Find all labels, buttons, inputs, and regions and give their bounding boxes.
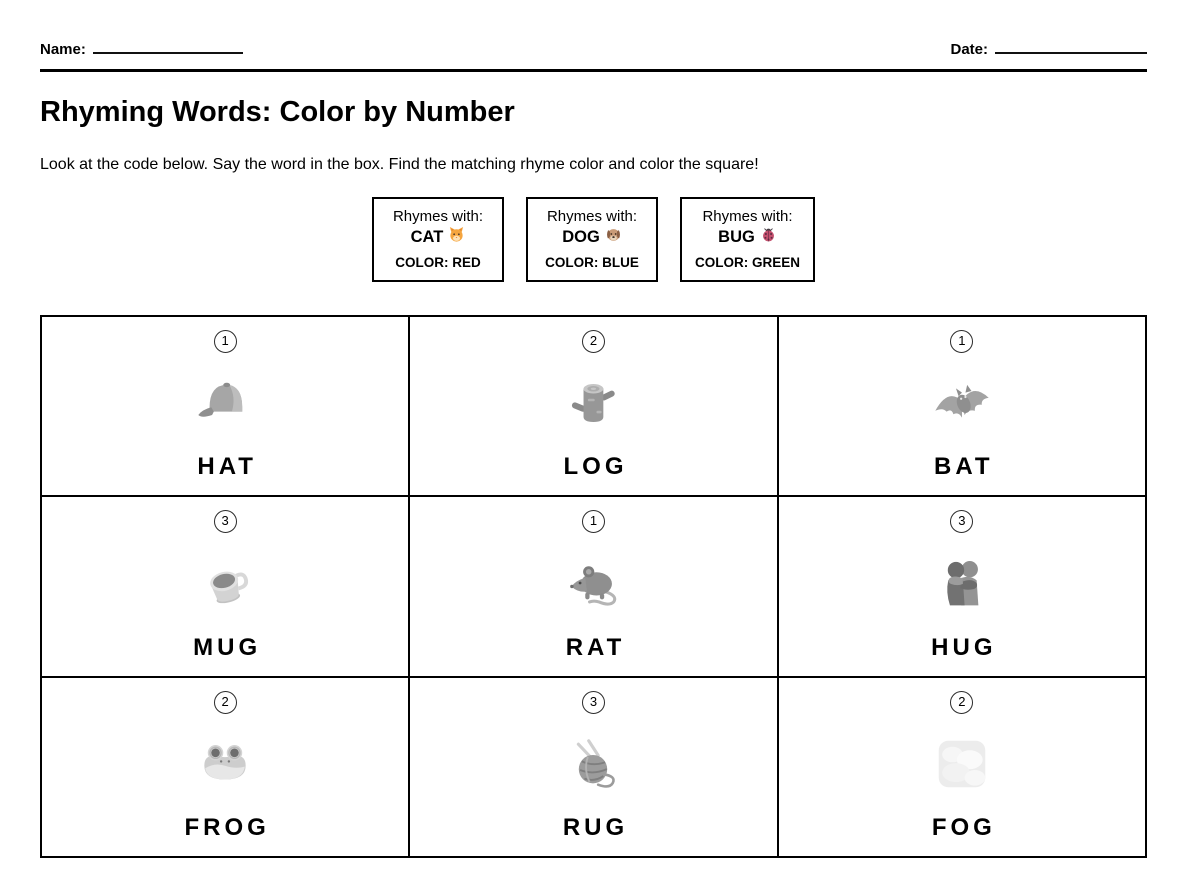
color-label: COLOR: BLUE: [545, 255, 639, 270]
color-label: COLOR: GREEN: [694, 255, 800, 270]
wood-log-icon: [562, 370, 624, 436]
number-badge: 2: [950, 691, 973, 714]
color-code-row: [40, 197, 1147, 282]
people-hugging-icon: [931, 550, 993, 616]
instructions-text: Look at the code below. Say the word in the box. Find the matching rhyme color and color the square!: [40, 156, 759, 173]
code-word-row: [387, 226, 489, 248]
code-box-bug: [680, 197, 815, 282]
number-badge: 2: [582, 330, 605, 353]
page-title: Rhyming Words: Color by Number: [40, 96, 515, 128]
number-badge: 1: [582, 510, 605, 533]
number-badge: 1: [950, 330, 973, 353]
grid-cell-bat: [779, 317, 1145, 495]
billed-cap-icon: [194, 370, 256, 436]
code-box-dog: [526, 197, 658, 282]
name-label: Name:: [40, 41, 86, 58]
date-label: Date:: [950, 41, 988, 58]
grid-cell-hat: [42, 317, 408, 495]
code-box-cat: [372, 197, 504, 282]
number-badge: 3: [214, 510, 237, 533]
cell-word: BAT: [934, 453, 994, 481]
grid-cell-rug: [410, 678, 776, 856]
cat-face-icon: [448, 226, 465, 248]
mug-icon: [194, 550, 256, 616]
worksheet-grid: [40, 315, 1147, 858]
cell-word: HAT: [197, 453, 257, 481]
rhymes-with-label: Rhymes with:: [546, 208, 637, 225]
frog-face-icon: [194, 731, 256, 797]
fog-icon: [931, 731, 993, 797]
date-field: [950, 38, 1147, 58]
number-badge: 1: [214, 330, 237, 353]
name-field: [40, 38, 243, 58]
code-word: DOG: [562, 227, 600, 246]
code-word: CAT: [410, 227, 444, 246]
cell-word: MUG: [193, 633, 262, 661]
code-word-row: [695, 226, 800, 248]
cell-word: HUG: [931, 633, 997, 661]
rhymes-with-label: Rhymes with:: [702, 208, 793, 225]
cell-word: LOG: [563, 453, 628, 481]
yarn-ball-icon: [562, 731, 624, 797]
cell-word: RUG: [562, 813, 629, 841]
cell-word: RAT: [565, 633, 626, 661]
grid-cell-mug: [42, 497, 408, 675]
cell-word: FOG: [931, 813, 996, 841]
date-blank-line: [995, 38, 1147, 54]
code-word: BUG: [718, 227, 755, 246]
grid-cell-hug: [779, 497, 1145, 675]
grid-cell-fog: [779, 678, 1145, 856]
code-word-row: [541, 226, 643, 248]
grid-cell-frog: [42, 678, 408, 856]
grid-cell-rat: [410, 497, 776, 675]
grid-cell-log: [410, 317, 776, 495]
rhymes-with-label: Rhymes with:: [392, 208, 483, 225]
number-badge: 3: [582, 691, 605, 714]
color-label: COLOR: RED: [395, 255, 481, 270]
lady-beetle-icon: [760, 226, 777, 248]
number-badge: 3: [950, 510, 973, 533]
rat-icon: [562, 550, 624, 616]
header-divider: [40, 69, 1147, 72]
dog-face-icon: [605, 226, 622, 248]
name-blank-line: [93, 38, 243, 54]
name-date-row: [40, 38, 1147, 58]
bat-icon: [931, 370, 993, 436]
number-badge: 2: [214, 691, 237, 714]
cell-word: FROG: [184, 813, 270, 841]
